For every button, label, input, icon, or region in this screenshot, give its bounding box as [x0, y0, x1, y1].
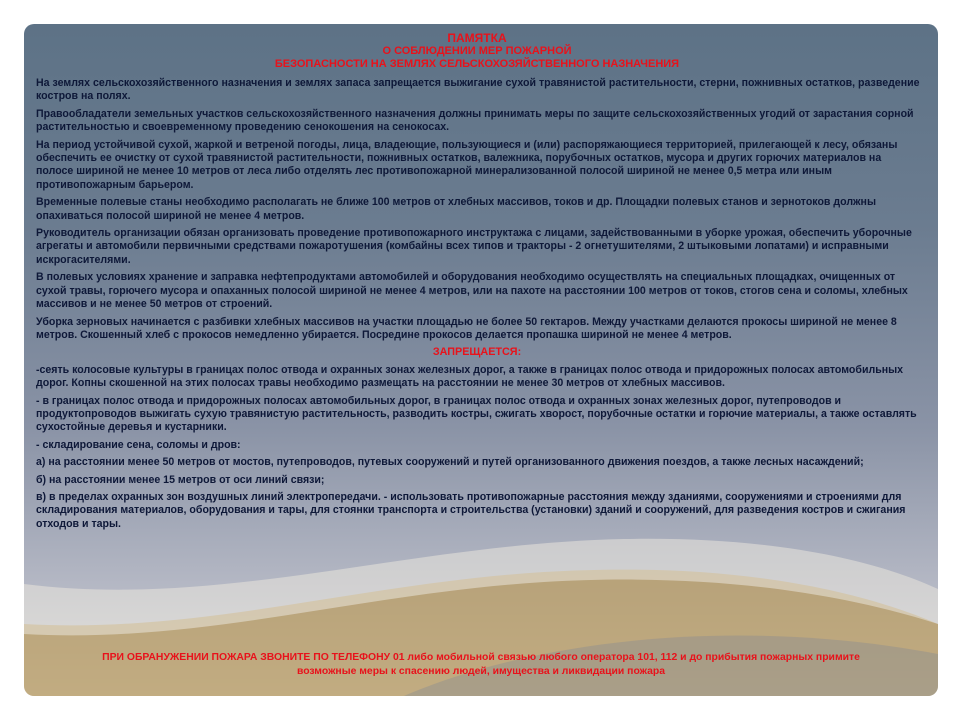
memo-title: ПАМЯТКА [447, 31, 507, 45]
prohibited-item: в) в пределах охранных зон воздушных линий электропередачи. - использовать противопожарные расстояния между зданиями, сооружениями и строениями для складирования материалов, оборудования и тары, для стоянки транспорта и строительства (установки) зданий и сооружений, для разведения костров и сжигания отходов и тары. [36, 490, 906, 530]
prohibited-item: - в границах полос отвода и придорожных полосах автомобильных дорог, в границах полос отвода и охранных зонах железных дорог, путепроводов и продуктопроводов выжигать сухую травянистую растительность, разводить костры, сжигать хворост, порубочные остатки и горючие материалы, а также оставлять сухостойные деревья и кустарники. [36, 394, 917, 434]
paragraph-fuel-storage: В полевых условиях хранение и заправка нефтепродуктами автомобилей и оборудования необходимо осуществлять на специальных площадках, очищенных от сухой травы, горючего мусора и опаханных полосой шириной не менее 4 метров, или на пахоте на расстоянии 100 метров от токов, стогов сена и соломы, хлебных массивов и не менее 50 метров от строений. [36, 271, 908, 311]
paragraph-harvesting: Уборка зерновых начинается с разбивки хлебных массивов на участки площадью не более 50 гектаров. Между участками делаются прокосы шириной не менее 8 метров. Скошенный хлеб с прокосов немедленно убирается. Посредине прокосов делается пропашка шириной не менее 4 метров. [36, 315, 897, 341]
paragraph-field-camps: Временные полевые станы необходимо располагать не ближе 100 метров от хлебных массивов, токов и др. Площадки полевых станов и зернотоков должны опахиваться полосой шириной не менее 4 метров. [36, 196, 877, 222]
prohibited-heading: ЗАПРЕЩАЕТСЯ: [432, 346, 522, 359]
paragraph-manager-duties: Руководитель организации обязан организовать проведение противопожарного инструктажа с лицами, задействованными в уборке урожая, обеспечить уборочные агрегаты и автомобили первичными средствами пожаротушения (комбайны всех типов и тракторы - 2 огнетушителями, 2 штыковыми лопатами) и исправными искрогасителями. [36, 227, 912, 266]
footer-line-1: ПРИ ОБРАНУЖЕНИИ ПОЖАРА ЗВОНИТЕ ПО ТЕЛЕФОНУ 01 либо мобильной связью любого оператора 101, 112 и до прибытия пожарных примите [102, 652, 860, 663]
paragraph-owners-duties: Правообладатели земельных участков сельскохозяйственного назначения должны принимать меры по защите сельскохозяйственных угодий от зарастания сорной растительностью и своевременному проведению сенокошения на сенокосах. [36, 107, 914, 134]
memo-header [34, 32, 920, 71]
memo-content [34, 32, 920, 692]
slide-background [24, 24, 938, 696]
prohibited-item: - складирование сена, соломы и дров: [36, 438, 241, 451]
paragraph-burning-ban: На землях сельскохозяйственного назначения и землях запаса запрещается выжигание сухой травянистой растительности, стерни, пожнивных остатков, разведение костров на полях. [36, 77, 920, 103]
footer-line-2: возможные меры к спасению людей, имущества и ликвидации пожара [296, 666, 666, 677]
prohibited-item: а) на расстоянии менее 50 метров от мостов, путепроводов, путевых сооружений и путей организованного движения поездов, а также лесных насаждений; [36, 456, 864, 469]
prohibited-item: б) на расстоянии менее 15 метров от оси линий связи; [36, 473, 325, 486]
memo-subtitle-2: БЕЗОПАСНОСТИ НА ЗЕМЛЯХ СЕЛЬСКОХОЗЯЙСТВЕННОГО НАЗНАЧЕНИЯ [274, 58, 680, 70]
paragraph-dry-weather: На период устойчивой сухой, жаркой и ветреной погоды, лица, владеющие, пользующиеся и (или) распоряжающиеся территорией, прилегающей к лесу, обязаны обеспечить ее очистку от сухой травянистой растительности, пожнивных остатков, валежника, порубочных остатков, мусора и других горючих материалов на полосе шириной не менее 10 метров от леса либо отделять лес противопожарной минерализованной полосой шириной не менее 0,5 метра или иным противопожарным барьером. [36, 138, 898, 191]
emergency-footer [24, 651, 938, 679]
prohibited-item: -сеять колосовые культуры в границах полос отвода и охранных зонах железных дорог, а также в границах полос отвода и придорожных полосах автомобильных дорог. Копны скошенной на этих полосах травы необходимо размещать на расстоянии не менее 30 метров от хлебных массивов. [36, 363, 904, 390]
memo-subtitle-1: О СОБЛЮДЕНИИ МЕР ПОЖАРНОЙ [382, 45, 572, 57]
